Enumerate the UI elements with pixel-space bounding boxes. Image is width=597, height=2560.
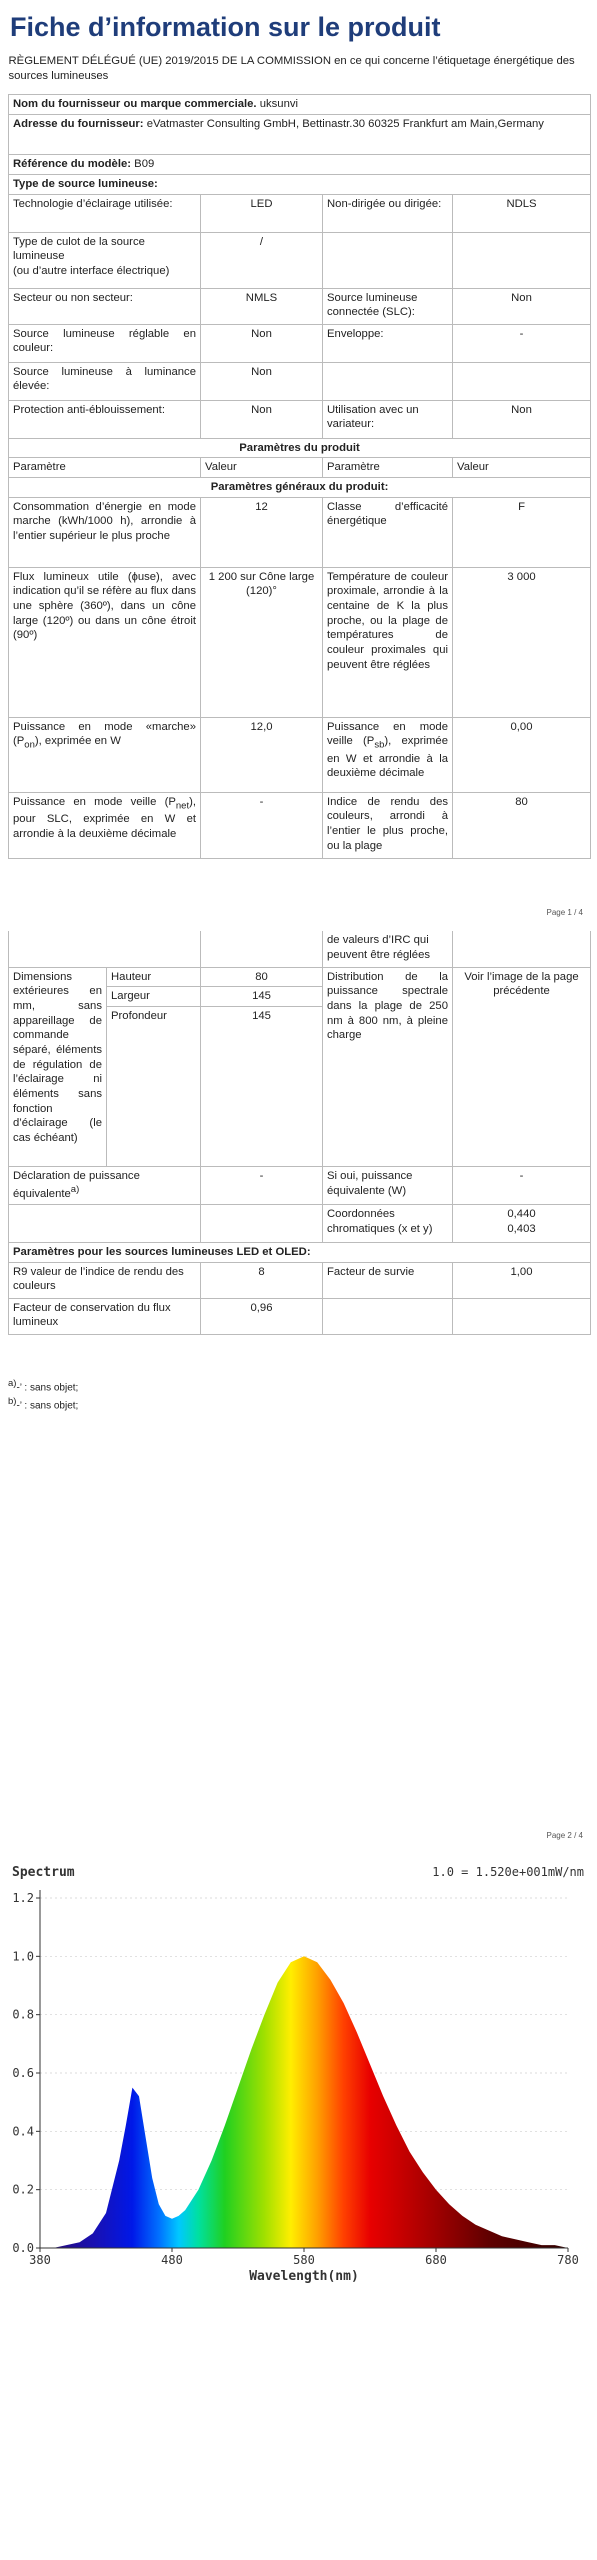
dimmer-value: Non (453, 400, 591, 438)
energy-label: Consommation d’énergie en mode marche (kWh/1000 h), arrondie à l’entier supérieur le plus proche (9, 497, 201, 567)
cct-value: 3 000 (453, 567, 591, 717)
page-number-2: Page 2 / 4 (546, 1831, 583, 1840)
page-number-1: Page 1 / 4 (546, 908, 583, 917)
dimmer-label: Utilisation avec un variateur: (323, 400, 453, 438)
general-params-header: Paramètres généraux du produit: (9, 477, 591, 497)
y-tick-label: 0.0 (12, 2241, 34, 2255)
x-tick-label: 680 (425, 2253, 447, 2267)
y-tick-label: 0.8 (12, 2007, 34, 2022)
height-value: 80 (201, 967, 323, 987)
footnote-a: $^{a)}$-’ : sans objet; (8, 1378, 79, 1394)
dims-label: Dimensions extérieures en mm, sans appareillage de commande séparé, éléments de régulation de l’éclairage ni éléments sans fonction d’éclairage (le cas échéant) (9, 967, 107, 1166)
x-axis-label: Wavelength(nm) (249, 2269, 359, 2284)
spd-label: Distribution de la puissance spectrale dans la plage de 250 nm à 800 nm, à pleine charge (323, 967, 453, 1166)
led-params-header: Paramètres pour les sources lumineuses LED et OLED: (9, 1242, 591, 1262)
y-tick-label: 0.6 (12, 2066, 34, 2080)
footnote-b: $^{b)}$-’ : sans objet; (8, 1396, 79, 1412)
product-params-header: Paramètres du produit (9, 438, 591, 458)
chroma-x: 0,440 (507, 1207, 536, 1220)
color-tunable-value: Non (201, 324, 323, 362)
supplier-address-row: Adresse du fournisseur: eVatmaster Consulting GmbH, Bettinastr.30 60325 Frankfurt am Main,Germany (9, 114, 591, 154)
chart-annotation: 1.0 = 1.520e+001mW/nm (432, 1865, 584, 1879)
supplier-name-row: Nom du fournisseur ou marque commerciale. uksunvi (9, 94, 591, 114)
survival-label: Facteur de survie (323, 1262, 453, 1298)
flux-value: 1 200 sur Cône large (120)° (201, 567, 323, 717)
page-title: Fiche d’information sur le produit (10, 12, 441, 42)
mains-value: NMLS (201, 288, 323, 324)
net-standby-value: - (201, 792, 323, 858)
r9-value: 8 (201, 1262, 323, 1298)
r9-label: R9 valeur de l’indice de rendu des couleurs (9, 1262, 201, 1298)
col-param-1: Paramètre (9, 458, 201, 478)
envelope-value: - (453, 324, 591, 362)
depth-label: Profondeur (107, 1006, 201, 1166)
col-value-1: Valeur (201, 458, 323, 478)
cri-label-cont: de valeurs d’IRC qui peuvent être réglées (323, 931, 453, 967)
width-value: 145 (201, 987, 323, 1007)
maintenance-label: Facteur de conservation du flux lumineux (9, 1298, 201, 1334)
mains-label: Secteur ou non secteur: (9, 288, 201, 324)
x-tick-label: 780 (557, 2253, 579, 2267)
height-label: Hauteur (107, 967, 201, 987)
energy-value: 12 (201, 497, 323, 567)
connected-label: Source lumineuse connectée (SLC): (323, 288, 453, 324)
equiv-power-label: Si oui, puissance équivalente (W) (323, 1166, 453, 1204)
col-param-2: Paramètre (323, 458, 453, 478)
high-lum-value: Non (201, 362, 323, 400)
x-tick-label: 380 (29, 2253, 51, 2267)
width-label: Largeur (107, 987, 201, 1007)
y-tick-label: 1.0 (12, 1949, 34, 1964)
x-tick-label: 580 (293, 2253, 315, 2267)
tech-label: Technologie d’éclairage utilisée: (9, 194, 201, 232)
y-tick-label: 1.2 (12, 1891, 34, 1905)
cap-label: Type de culot de la source lumineuse (ou d’autre interface électrique) (9, 232, 201, 288)
flux-label: Flux lumineux utile (ɸuse), avec indication qu’il se réfère au flux dans une sphère (360º), dans un cône large (120º) ou dans un cône étroit (90º) (9, 567, 201, 717)
tech-value: LED (201, 194, 323, 232)
power-on-value: 12,0 (201, 717, 323, 792)
cri-value: 80 (453, 792, 591, 858)
page-1 (0, 0, 597, 925)
depth-value: 145 (201, 1006, 323, 1166)
equiv-label: Déclaration de puissance équivalente$^{a)}$ (9, 1166, 201, 1204)
info-table-1 (8, 50, 591, 859)
chroma-value (453, 1204, 591, 1242)
standby-value: 0,00 (453, 717, 591, 792)
power-on-label: Puissance en mode «marche» $(P_{on})$, exprimée en W (9, 717, 201, 792)
glare-label: Protection anti-éblouissement: (9, 400, 201, 438)
cri-label: Indice de rendu des couleurs, arrondi à l’entier le plus proche, ou la plage (323, 792, 453, 858)
page-3 (0, 1840, 597, 2560)
model-ref-row: Référence du modèle: B09 (9, 154, 591, 174)
high-lum-label: Source lumineuse à luminance élevée: (9, 362, 201, 400)
envelope-label: Enveloppe: (323, 324, 453, 362)
footnotes (8, 1377, 78, 1414)
equiv-power-value: - (453, 1166, 591, 1204)
model-ref: B09 (134, 157, 155, 170)
maintenance-value: 0,96 (201, 1298, 323, 1334)
y-tick-label: 0.2 (12, 2182, 34, 2197)
class-value: F (453, 497, 591, 567)
col-value-2: Valeur (453, 458, 591, 478)
source-type-header: Type de source lumineuse: (9, 174, 591, 194)
cct-label: Température de couleur proximale, arrondie à la centaine de K la plus proche, ou la plage de températures de couleur proximales qui peuvent être réglées (323, 567, 453, 717)
x-tick-label: 480 (161, 2253, 183, 2267)
color-tunable-label: Source lumineuse réglable en couleur: (9, 324, 201, 362)
supplier-name: uksunvi (259, 97, 299, 110)
y-tick-label: 0.4 (12, 2124, 34, 2139)
glare-value: Non (201, 400, 323, 438)
directional-value: NDLS (453, 194, 591, 232)
standby-label: Puissance en mode veille $(P_{sb})$, exprimée en W et arrondie à la deuxième décimale (323, 717, 453, 792)
spd-value: Voir l’image de la page précédente (453, 967, 591, 1166)
supplier-address: eVatmaster Consulting GmbH, Bettinastr.30 60325 Frankfurt am Main,Germany (146, 117, 544, 130)
net-standby-label: Puissance en mode veille $(P_{net})$, pour SLC, exprimée en W et arrondie à la deuxième décimale (9, 792, 201, 858)
survival-value: 1,00 (453, 1262, 591, 1298)
chart-title: Spectrum (12, 1865, 75, 1880)
equiv-value: - (201, 1166, 323, 1204)
chroma-label: Coordonnées chromatiques (x et y) (323, 1204, 453, 1242)
connected-value: Non (453, 288, 591, 324)
page-2 (0, 925, 597, 1840)
directional-label: Non-dirigée ou dirigée: (323, 194, 453, 232)
info-table-2 (8, 931, 591, 1335)
class-label: Classe d’efficacité énergétique (323, 497, 453, 567)
spectrum-chart (8, 1858, 588, 2298)
cap-value: / (201, 232, 323, 288)
regulation-text: RÈGLEMENT DÉLÉGUÉ (UE) 2019/2015 DE LA COMMISSION en ce qui concerne l’étiquetage énergétique des sources lumineuses (9, 50, 591, 94)
chroma-y: 0,403 (507, 1222, 536, 1235)
